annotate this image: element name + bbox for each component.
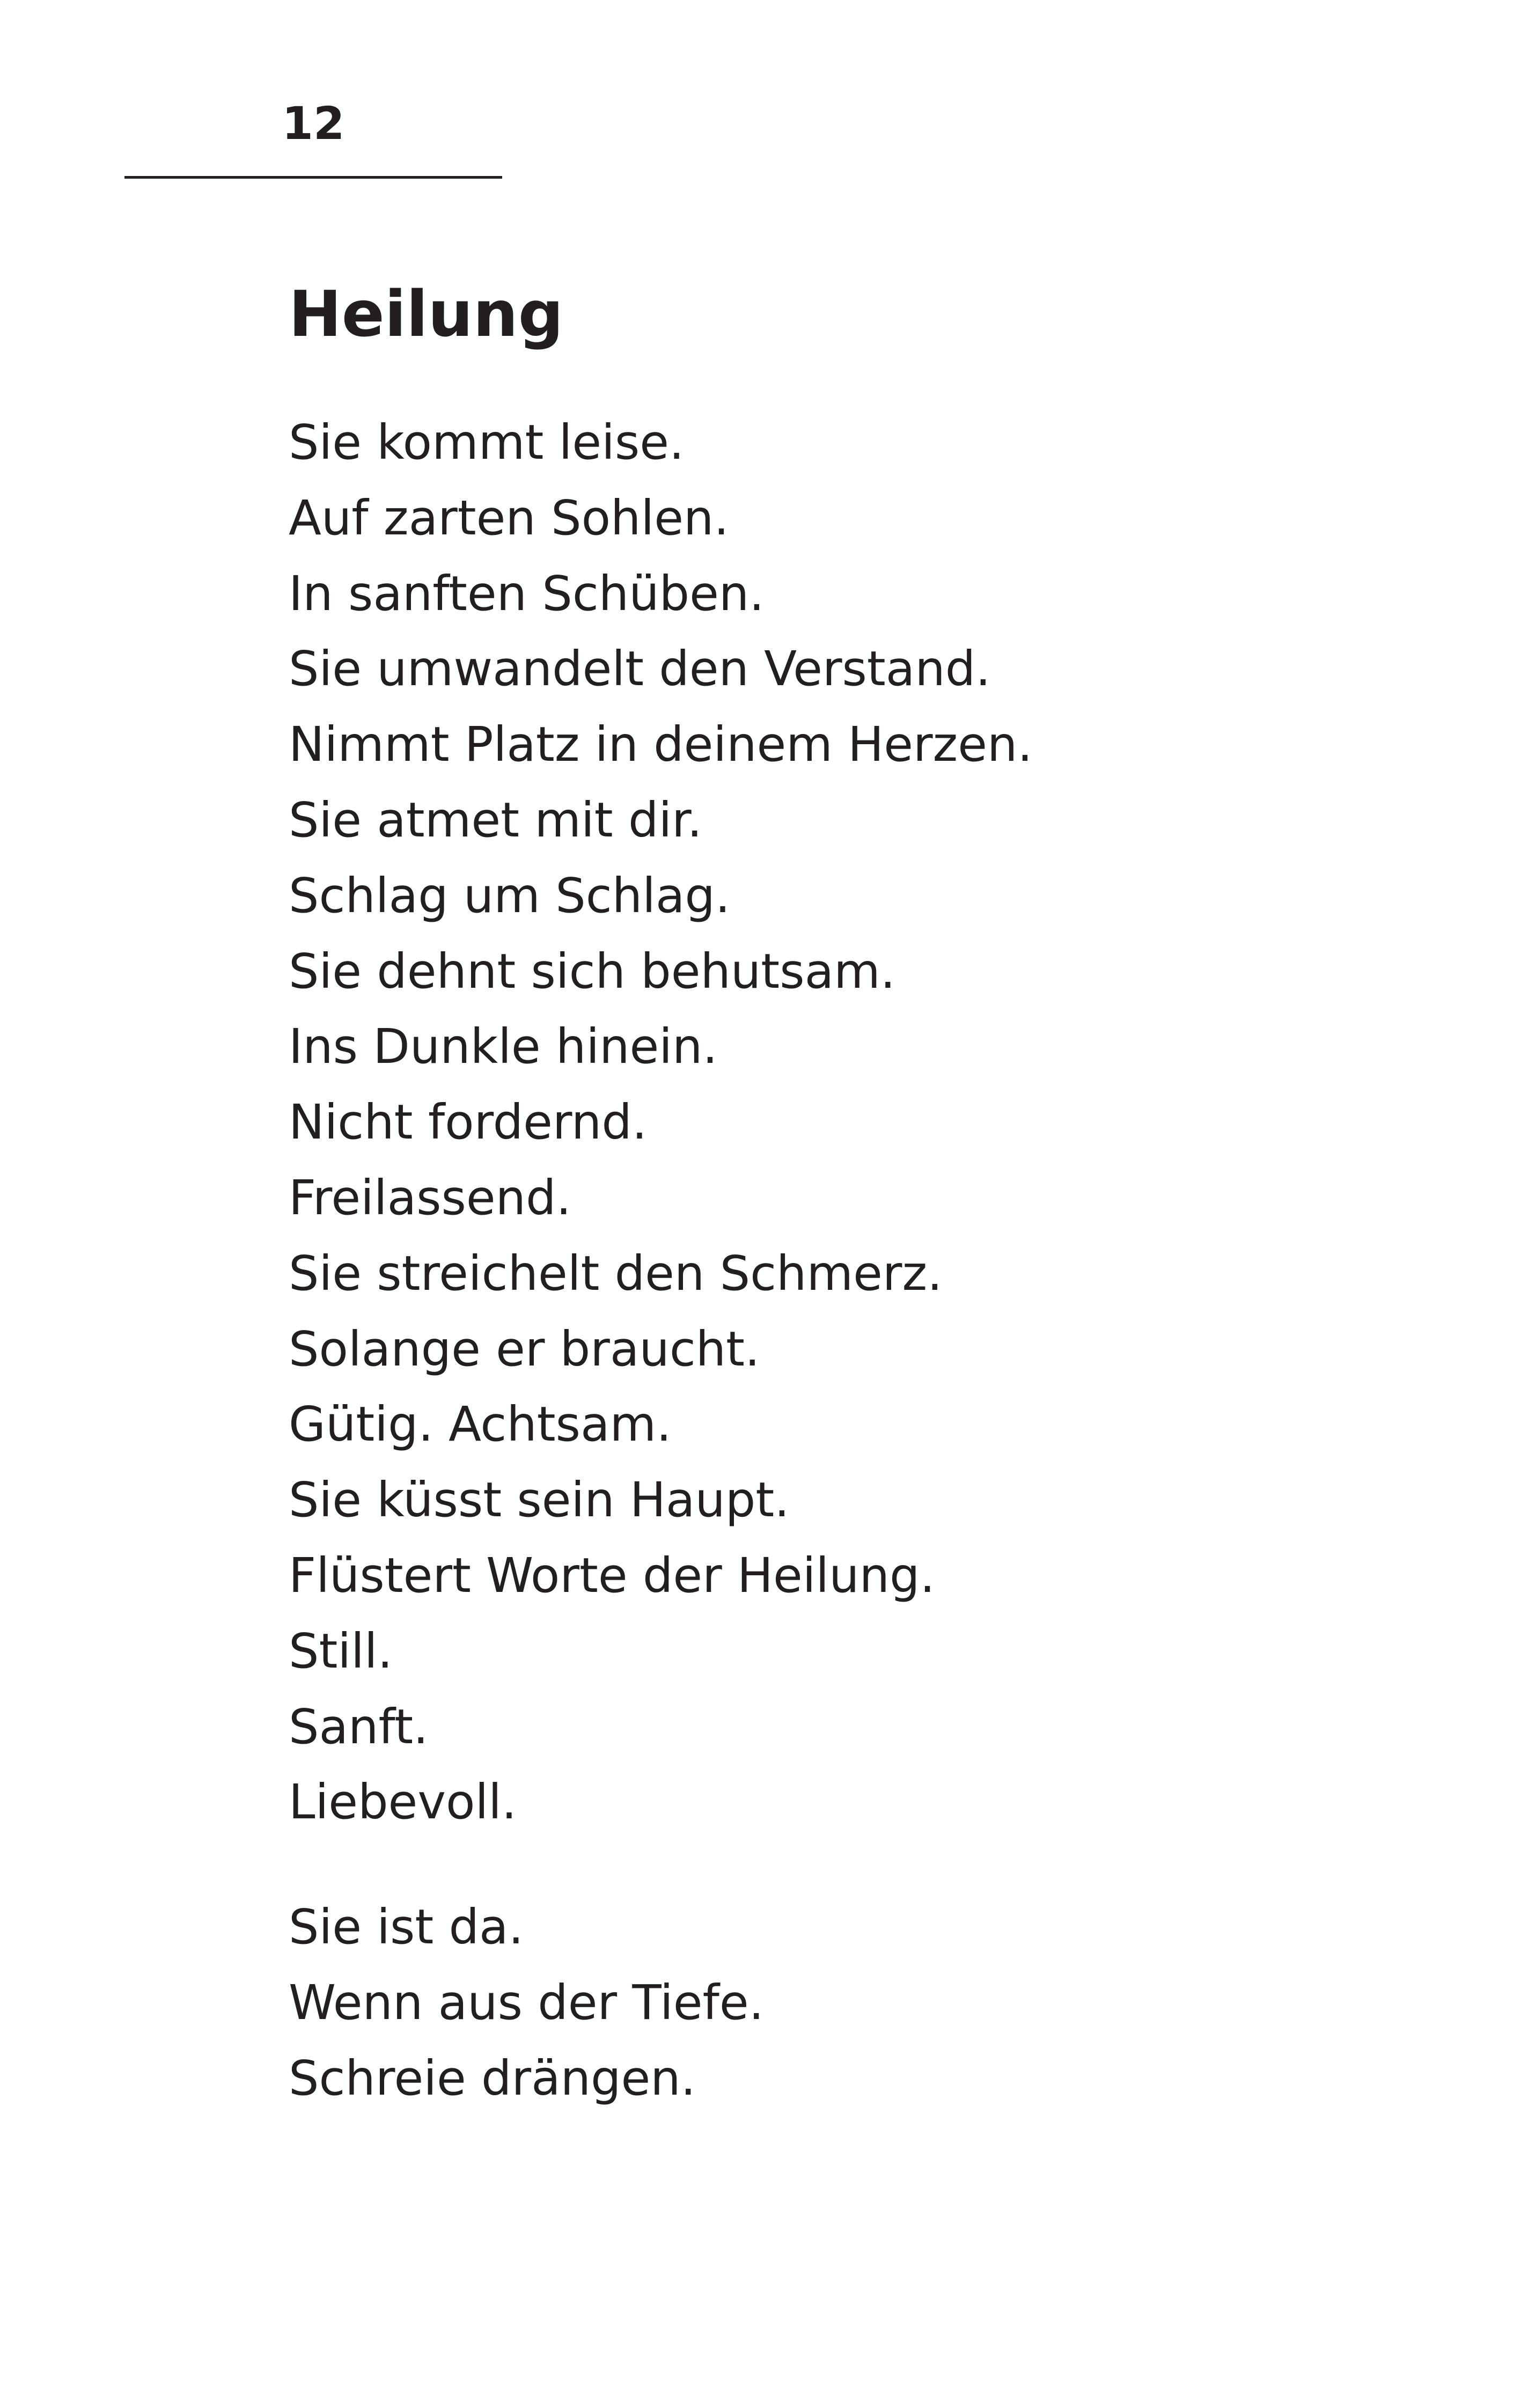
- verse-line: Ins Dunkle hinein.: [289, 1018, 718, 1075]
- verse-line: Sie streichelt den Schmerz.: [289, 1245, 943, 1301]
- verse-line: Sie küsst sein Haupt.: [289, 1472, 790, 1528]
- verse-line: Sie atmet mit dir.: [289, 791, 702, 848]
- verse-line: Flüstert Worte der Heilung.: [289, 1547, 935, 1603]
- verse-line: Nicht fordernd.: [289, 1094, 648, 1150]
- page-header: [124, 89, 502, 180]
- poem: [289, 268, 1415, 2116]
- verse-line: Gütig. Achtsam.: [289, 1396, 672, 1452]
- verse-line: Auf zarten Sohlen.: [289, 489, 729, 546]
- verse-line: Solange er braucht.: [289, 1320, 760, 1377]
- verse-line: Still.: [289, 1623, 393, 1679]
- stanza-2: [289, 1889, 1415, 2116]
- poem-title: Heilung: [289, 277, 564, 351]
- verse-line: Sie ist da.: [289, 1899, 524, 1955]
- verse-line: Sanft.: [289, 1698, 429, 1754]
- verse-line: Nimmt Platz in deinem Herzen.: [289, 716, 1033, 773]
- verse-line: Liebevoll.: [289, 1774, 517, 1830]
- verse-line: In sanften Schüben.: [289, 565, 765, 621]
- page-number: 12: [282, 97, 345, 150]
- verse-line: Schreie drängen.: [289, 2050, 696, 2106]
- verse-line: Freilassend.: [289, 1169, 571, 1225]
- stanza-1: [289, 405, 1415, 1840]
- header-rule: [124, 176, 502, 179]
- verse-line: Sie dehnt sich behutsam.: [289, 943, 896, 999]
- verse-line: Schlag um Schlag.: [289, 867, 731, 923]
- verse-line: Sie kommt leise.: [289, 414, 685, 470]
- verse-line: Sie umwandelt den Verstand.: [289, 641, 991, 697]
- verse-line: Wenn aus der Tiefe.: [289, 1974, 764, 2030]
